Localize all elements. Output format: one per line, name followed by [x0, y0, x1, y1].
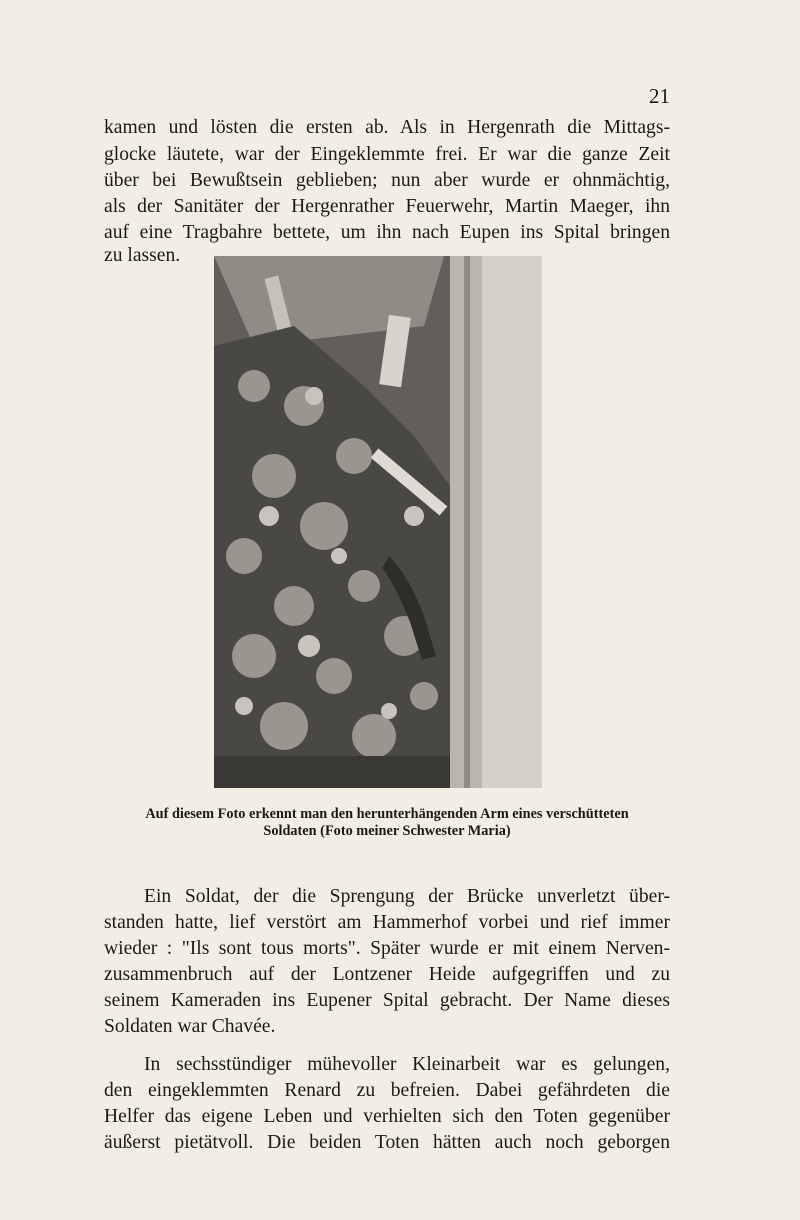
text-line: zusammenbruch auf der Lontzener Heide aufgegriffen und zu [104, 964, 670, 985]
caption-line: Soldaten (Foto meiner Schwester Maria) [263, 823, 511, 839]
text-line: auf eine Tragbahre bettete, um ihn nach Eupen ins Spital bringen [104, 222, 670, 243]
text-line: als der Sanitäter der Hergenrather Feuerwehr, Martin Maeger, ihn [104, 196, 670, 217]
text-line: zu lassen. [104, 245, 181, 266]
rubble-photo [214, 256, 542, 788]
text-line: seinem Kameraden ins Eupener Spital gebracht. Der Name dieses [104, 990, 670, 1011]
photo-image [214, 256, 542, 788]
text-line: glocke läutete, war der Eingeklemmte frei. Er war die ganze Zeit [104, 144, 670, 165]
text-line: Helfer das eigene Leben und verhielten sich den Toten gegenüber [104, 1106, 670, 1127]
text-line: standen hatte, lief verstört am Hammerhof vorbei und rief immer [104, 912, 670, 933]
text-line: In sechsstündiger mühevoller Kleinarbeit war es gelungen, [144, 1054, 670, 1075]
text-line: den eingeklemmten Renard zu befreien. Dabei gefährdeten die [104, 1080, 670, 1101]
page-number: 21 [649, 84, 670, 108]
text-line: äußerst pietätvoll. Die beiden Toten hätten auch noch geborgen [104, 1132, 670, 1153]
caption-line: Auf diesem Foto erkennt man den herunterhängenden Arm eines verschütteten [145, 806, 629, 822]
text-line: Ein Soldat, der die Sprengung der Brücke unverletzt über- [144, 886, 670, 907]
text-line: wieder : "Ils sont tous morts". Später wurde er mit einem Nerven- [104, 938, 670, 959]
text-line: Soldaten war Chavée. [104, 1016, 276, 1037]
text-line: kamen und lösten die ersten ab. Als in Hergenrath die Mittags- [104, 117, 670, 138]
text-line: über bei Bewußtsein geblieben; nun aber wurde er ohnmächtig, [104, 170, 670, 191]
